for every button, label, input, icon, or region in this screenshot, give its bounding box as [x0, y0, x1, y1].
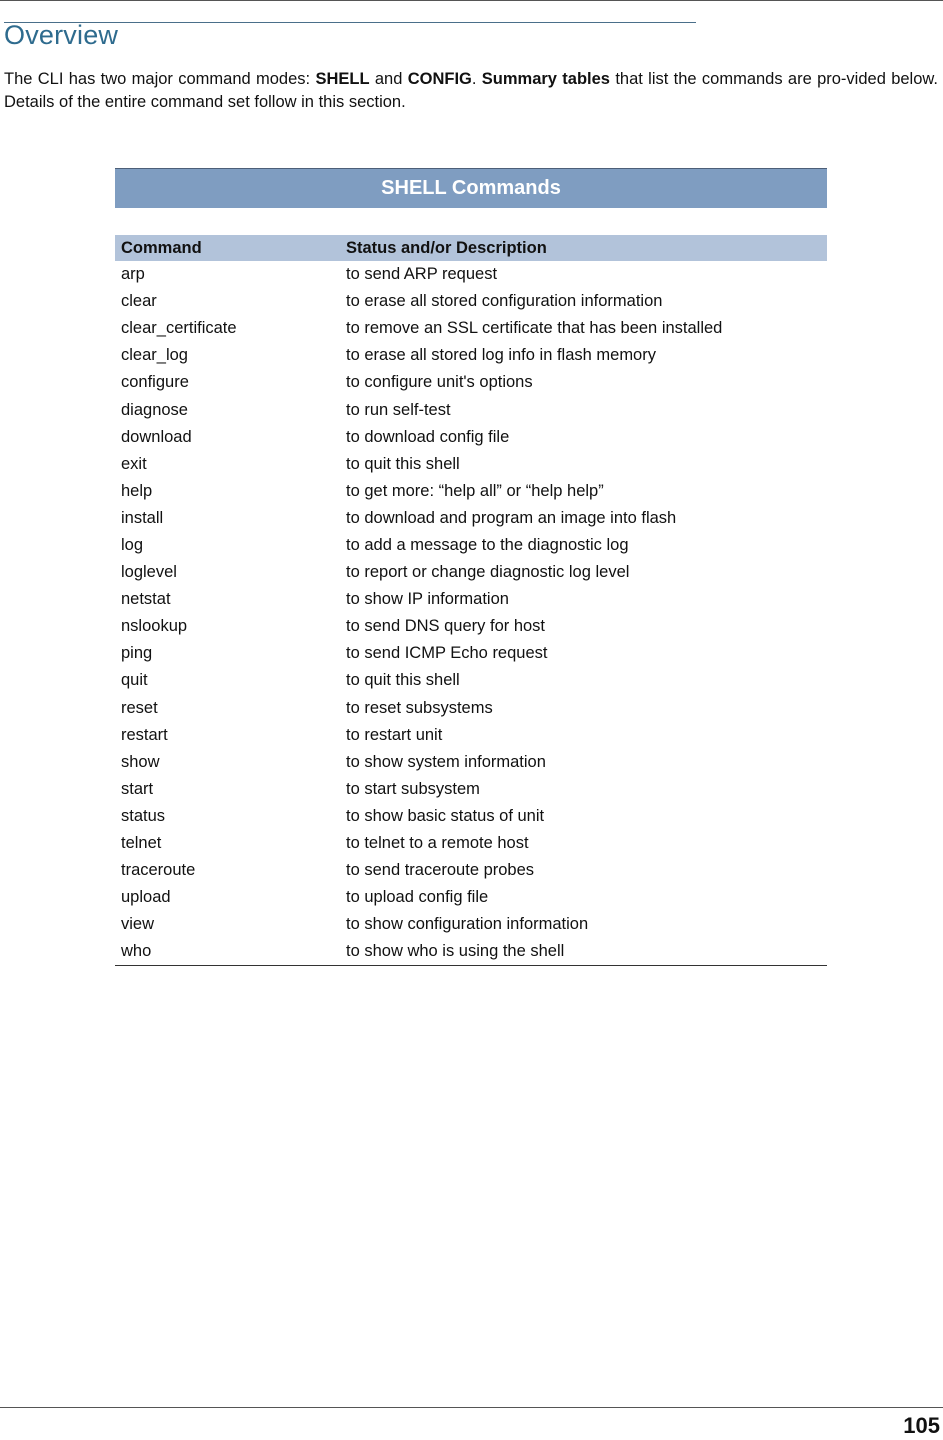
description-cell: to show who is using the shell: [346, 942, 565, 961]
intro-paragraph: [4, 68, 938, 114]
command-cell: upload: [121, 888, 171, 907]
command-cell: diagnose: [121, 400, 188, 419]
table-header-row: [115, 235, 827, 261]
description-cell: to add a message to the diagnostic log: [346, 535, 629, 554]
intro-text-3: .: [471, 70, 482, 88]
description-cell: to reset subsystems: [346, 698, 493, 717]
description-cell: to show configuration information: [346, 915, 589, 934]
table-row: [115, 776, 827, 803]
description-cell: to configure unit's options: [346, 373, 533, 392]
table-row: [115, 369, 827, 396]
table-row: [115, 559, 827, 586]
description-cell: to telnet to a remote host: [346, 834, 529, 853]
description-cell: to remove an SSL certificate that has been installed: [346, 319, 723, 338]
table-row: [115, 315, 827, 342]
description-cell: to start subsystem: [346, 779, 480, 798]
page-title: Overview: [4, 20, 119, 50]
table-row: [115, 830, 827, 857]
description-cell: to show system information: [346, 752, 546, 771]
command-cell: status: [121, 806, 166, 825]
page-number: 105: [903, 1413, 940, 1438]
command-cell: install: [121, 508, 164, 527]
description-cell: to erase all stored log info in flash memory: [346, 346, 656, 365]
intro-summary-bold: Summary tables: [481, 70, 610, 88]
header-description: Status and/or Description: [346, 238, 547, 257]
intro-text-2: and: [369, 70, 408, 88]
command-cell: who: [121, 942, 152, 961]
table-row: [115, 695, 827, 722]
description-cell: to report or change diagnostic log level: [346, 563, 630, 582]
intro-shell-bold: SHELL: [315, 70, 370, 88]
description-cell: to send ARP request: [346, 265, 498, 284]
table-row: [115, 613, 827, 640]
header-command: Command: [121, 238, 202, 257]
description-cell: to download config file: [346, 427, 510, 446]
description-cell: to download and program an image into flash: [346, 508, 677, 527]
command-cell: clear: [121, 292, 157, 311]
table-row: [115, 586, 827, 613]
description-cell: to show basic status of unit: [346, 806, 545, 825]
description-cell: to send traceroute probes: [346, 861, 535, 880]
table-row: [115, 803, 827, 830]
command-cell: quit: [121, 671, 148, 690]
intro-config-bold: CONFIG: [407, 70, 472, 88]
table-row: [115, 532, 827, 559]
table-row: [115, 424, 827, 451]
table-row: [115, 857, 827, 884]
shell-commands-table: [115, 168, 827, 966]
command-cell: netstat: [121, 590, 171, 609]
command-cell: clear_log: [121, 346, 188, 365]
description-cell: to restart unit: [346, 725, 443, 744]
command-cell: nslookup: [121, 617, 188, 636]
table-caption: SHELL Commands: [115, 168, 827, 208]
table-row: [115, 288, 827, 315]
description-cell: to quit this shell: [346, 454, 460, 473]
description-cell: to upload config file: [346, 888, 489, 907]
description-cell: to show IP information: [346, 590, 509, 609]
table-row: [115, 722, 827, 749]
command-cell: reset: [121, 698, 158, 717]
table-row: [115, 938, 827, 965]
table-row: [115, 640, 827, 667]
table-row: [115, 261, 827, 288]
table-row: [115, 749, 827, 776]
command-cell: arp: [121, 265, 145, 284]
table-row: [115, 911, 827, 938]
command-cell: show: [121, 752, 160, 771]
table-row: [115, 396, 827, 423]
command-cell: loglevel: [121, 563, 177, 582]
description-cell: to run self-test: [346, 400, 451, 419]
command-cell: download: [121, 427, 192, 446]
command-cell: view: [121, 915, 155, 934]
description-cell: to quit this shell: [346, 671, 460, 690]
table-row: [115, 667, 827, 694]
table-row: [115, 451, 827, 478]
command-cell: configure: [121, 373, 189, 392]
command-cell: exit: [121, 454, 147, 473]
table-row: [115, 478, 827, 505]
command-cell: restart: [121, 725, 168, 744]
command-cell: telnet: [121, 834, 162, 853]
top-rule: [0, 0, 943, 1]
command-cell: start: [121, 779, 154, 798]
description-cell: to get more: “help all” or “help help”: [346, 481, 604, 500]
intro-text-4: that list the commands are pro-vided below. Details of the entire command set follow in this section.: [4, 70, 938, 111]
command-cell: clear_certificate: [121, 319, 237, 338]
table-body: [115, 261, 827, 966]
description-cell: to send DNS query for host: [346, 617, 546, 636]
table-row: [115, 505, 827, 532]
intro-text-1: The CLI has two major command modes:: [4, 70, 316, 88]
footer-rule: [0, 1407, 943, 1408]
command-cell: traceroute: [121, 861, 196, 880]
command-cell: ping: [121, 644, 153, 663]
command-cell: log: [121, 535, 144, 554]
table-row: [115, 342, 827, 369]
description-cell: to erase all stored configuration information: [346, 292, 663, 311]
command-cell: help: [121, 481, 153, 500]
description-cell: to send ICMP Echo request: [346, 644, 548, 663]
table-row: [115, 884, 827, 911]
